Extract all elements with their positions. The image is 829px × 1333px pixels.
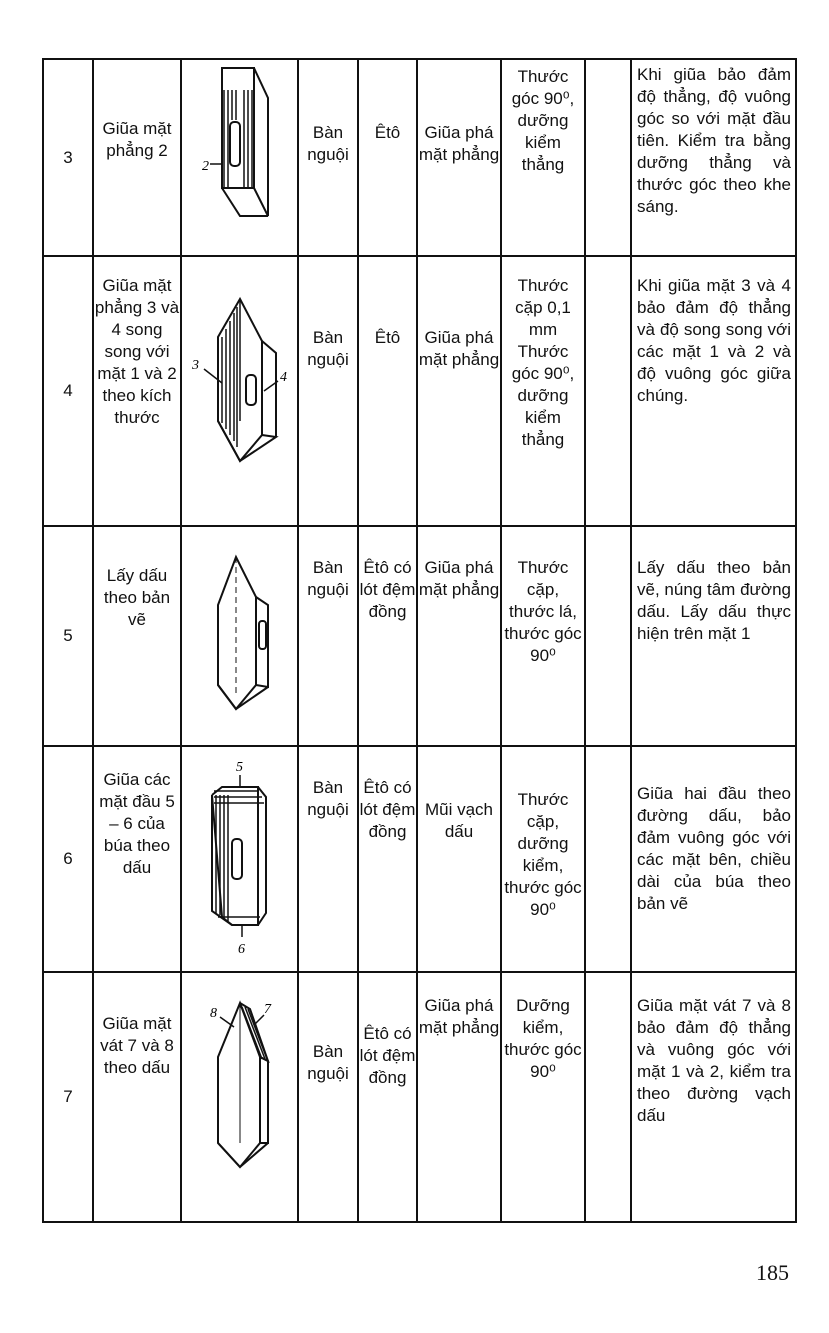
operation-text: Giũa mặt phẳng 3 và 4 song song với mặt 1 và 2 theo kích thước: [94, 276, 180, 427]
note-text: Khi giũa mặt 3 và 4 bảo đảm độ thẳng và độ song song với các mặt 1 và 2 và độ vuông góc giữa chúng.: [631, 256, 796, 526]
operation-text: Giũa mặt phẳng 2: [102, 119, 172, 160]
measure-text: Dưỡng kiểm, thước góc 90⁰: [504, 996, 582, 1081]
step-number: 4: [43, 256, 93, 526]
operation-text: Giũa các mặt đầu 5 – 6 của búa theo dấu: [99, 770, 175, 877]
machine-text: Bàn nguội: [307, 778, 349, 819]
table-row: [43, 746, 796, 972]
machine-text: Bàn nguội: [307, 123, 349, 164]
operation-text: Giũa mặt vát 7 và 8 theo dấu: [100, 1014, 174, 1077]
figure-label: 3: [192, 358, 199, 373]
hammer-blank-faces-3-4-icon: [181, 256, 298, 526]
table-row: [43, 526, 796, 746]
fixture-text: Êtô có lót đệm đồng: [359, 558, 416, 621]
table-row: [43, 972, 796, 1222]
machine-text: Bàn nguội: [307, 328, 349, 369]
process-table: [42, 58, 797, 1223]
note-text: Lấy dấu theo bản vẽ, núng tâm đường dấu. Lấy dấu thực hiện trên mặt 1: [631, 526, 796, 746]
note-text: Giũa hai đầu theo đường dấu, bảo đảm vuông góc với các mặt bên, chiều dài của búa theo bản vẽ: [631, 746, 796, 972]
figure-label: 6: [238, 942, 245, 957]
page-number: 185: [756, 1260, 789, 1285]
measure-text: Thước cặp, dưỡng kiểm, thước góc 90⁰: [504, 790, 582, 919]
figure-label: 7: [264, 1002, 271, 1017]
tool-text: Giũa phá mặt phẳng: [418, 558, 500, 599]
fixture-text: Êtô: [374, 123, 401, 142]
fixture-text: Êtô có lót đệm đồng: [359, 778, 416, 841]
measure-text: Thước cặp, thước lá, thước góc 90⁰: [504, 558, 582, 665]
figure-label: 5: [236, 760, 243, 775]
tool-text: Giũa phá mặt phẳng: [418, 996, 500, 1037]
tool-text: Giũa phá mặt phẳng: [418, 328, 500, 369]
hammer-blank-ends-5-6-icon: [181, 746, 298, 972]
measure-text: Thước cặp 0,1 mm Thước góc 90⁰, dưỡng kiểm thẳng: [511, 276, 575, 449]
figure-label: 4: [280, 370, 287, 385]
hammer-blank-marking-icon: [181, 526, 298, 746]
figure-label: 8: [210, 1006, 217, 1021]
machine-text: Bàn nguội: [307, 558, 349, 599]
step-number: 5: [43, 526, 93, 746]
figure-label: 2: [202, 159, 209, 174]
hammer-blank-face-2-icon: [181, 59, 298, 256]
tool-text: Mũi vạch dấu: [424, 800, 494, 841]
measure-text: Thước góc 90⁰, dưỡng kiểm thẳng: [511, 67, 575, 174]
tool-text: Giũa phá mặt phẳng: [418, 123, 500, 164]
machine-text: Bàn nguội: [307, 1042, 349, 1083]
step-number: 7: [43, 972, 93, 1222]
fixture-text: Êtô: [374, 328, 401, 347]
table-row: [43, 59, 796, 256]
step-number: 3: [43, 59, 93, 256]
table-row: [43, 256, 796, 526]
operation-text: Lấy dấu theo bản vẽ: [103, 566, 171, 629]
fixture-text: Êtô có lót đệm đồng: [359, 1024, 416, 1087]
hammer-blank-chamfers-7-8-icon: [181, 972, 298, 1222]
note-text: Giũa mặt vát 7 và 8 bảo đảm độ thẳng và vuông góc với mặt 1 và 2, kiểm tra theo đường vạch dấu: [631, 972, 796, 1222]
step-number: 6: [43, 746, 93, 972]
note-text: Khi giũa bảo đảm độ thẳng, độ vuông góc so với mặt đầu tiên. Kiểm tra bằng dưỡng thẳng và thước góc theo khe sáng.: [631, 59, 796, 256]
